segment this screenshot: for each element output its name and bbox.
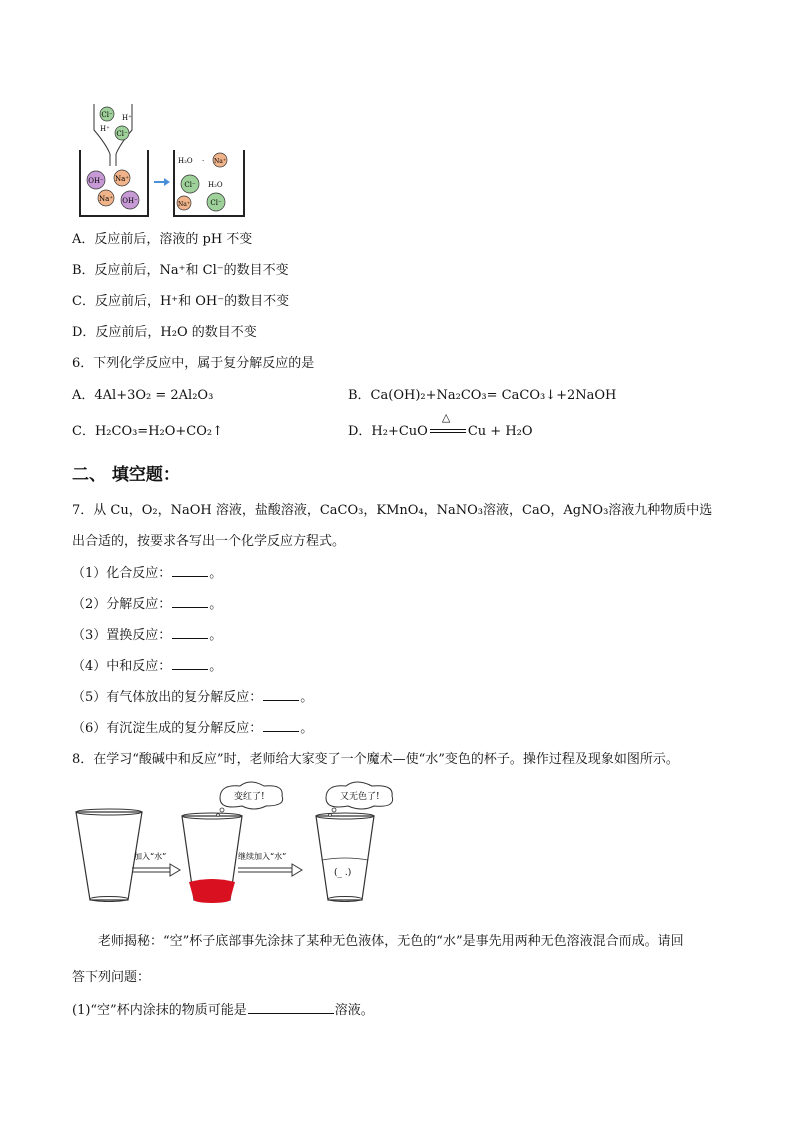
beaker2-ion-cl-1 — [181, 175, 199, 193]
funnel-ion-2: H⁺ — [122, 114, 132, 122]
svg-text:Na⁺: Na⁺ — [178, 201, 190, 208]
beaker1-ion-2 — [114, 170, 130, 186]
answer-blank[interactable] — [172, 564, 208, 577]
funnel-ion-3: H⁺ — [100, 125, 110, 133]
beaker2-ion-na-1 — [213, 153, 227, 167]
q7-item-2: （2）分解反应： 。 — [72, 597, 223, 612]
arrow2-label: 继续加入“水” — [238, 852, 287, 861]
q6-option-d-right: Cu + H₂O — [467, 424, 533, 439]
answer-blank[interactable] — [172, 657, 208, 670]
beaker2-ion-na-2 — [177, 196, 191, 210]
funnel-ion-1 — [100, 107, 114, 121]
beaker2-ion-cl-2 — [207, 193, 225, 211]
q5-option-d: D．反应前后，H₂O 的数目不变 — [72, 325, 257, 340]
q7-item-3: （3）置换反应： 。 — [72, 628, 223, 643]
q8-stem: 8．在学习“酸碱中和反应”时，老师给大家变了一个魔术—使“水”变色的杯子。操作过程及现象如图所示。 — [72, 752, 679, 767]
q6-option-d — [348, 411, 533, 439]
q6-option-c: C．H₂CO₃=H₂O+CO₂↑ — [72, 424, 224, 439]
q5-option-c: C．反应前后，H⁺和 OH⁻的数目不变 — [72, 294, 290, 309]
q7-item-5: （5）有气体放出的复分解反应： 。 — [72, 690, 314, 705]
arrow1-label: 加入“水” — [134, 852, 167, 861]
answer-blank[interactable] — [172, 595, 208, 608]
svg-text:Na⁺: Na⁺ — [214, 158, 226, 165]
funnel-ion-4 — [115, 126, 129, 140]
answer-blank[interactable] — [172, 626, 208, 639]
q7-item-1: （1）化合反应： 。 — [72, 566, 223, 581]
q5-option-b: B．反应前后，Na⁺和 Cl⁻的数目不变 — [72, 263, 289, 278]
svg-text:OH⁻: OH⁻ — [122, 197, 138, 205]
q7-stem-1: 7．从 Cu，O₂，NaOH 溶液，盐酸溶液，CaCO₃，KMnO₄，NaNO₃溶液，CaO，AgNO₃溶液九种物质中选 — [72, 503, 713, 518]
heat-equals — [430, 411, 466, 435]
svg-text:Cl⁻: Cl⁻ — [116, 130, 128, 138]
q7-stem-2: 出合适的，按要求各写出一个化学反应方程式。 — [72, 534, 346, 549]
beaker1-ion-3 — [98, 190, 114, 206]
q6-option-a: A．4Al+3O₂ = 2Al₂O₃ — [72, 388, 214, 403]
ion-diagram — [76, 100, 256, 220]
q8-para-2: 答下列问题： — [72, 970, 151, 985]
beaker2-label-water-2: H₂O — [208, 181, 223, 189]
cup3-face: (_ .) — [334, 868, 352, 878]
svg-text:OH⁻: OH⁻ — [88, 177, 104, 185]
cup-magic-diagram — [72, 780, 412, 912]
bubble1-text: 变红了! — [234, 792, 265, 802]
answer-blank[interactable] — [248, 1001, 334, 1014]
q8-sub1: (1)“空”杯内涂抹的物质可能是 溶液。 — [72, 1003, 374, 1018]
bubble2-text: 又无色了! — [340, 792, 380, 802]
svg-text:Na⁺: Na⁺ — [99, 195, 113, 203]
q8-para-1: 老师揭秘：“空”杯子底部事先涂抹了某种无色液体，无色的“水”是事先用两种无色溶液混合而成。请回 — [98, 934, 684, 949]
q6-option-d-left: D．H₂+CuO — [348, 424, 428, 439]
answer-blank[interactable] — [263, 688, 299, 701]
beaker1-ion-4 — [121, 191, 139, 209]
svg-text:Cl⁻: Cl⁻ — [210, 199, 222, 207]
q7-item-4: （4）中和反应： 。 — [72, 659, 223, 674]
beaker1-ion-1 — [87, 171, 105, 189]
beaker2-label-2: · — [202, 157, 205, 165]
svg-text:Cl⁻: Cl⁻ — [101, 111, 113, 119]
svg-text:Na⁺: Na⁺ — [115, 175, 129, 183]
beaker2-label-1: H₂O — [178, 157, 193, 165]
heat-symbol: △ — [441, 411, 451, 424]
q6-option-b: B．Ca(OH)₂+Na₂CO₃= CaCO₃↓+2NaOH — [348, 388, 617, 403]
q5-option-a: A．反应前后，溶液的 pH 不变 — [72, 232, 253, 247]
q7-item-6: （6）有沉淀生成的复分解反应： 。 — [72, 721, 314, 736]
answer-blank[interactable] — [263, 719, 299, 732]
q6-stem: 6．下列化学反应中，属于复分解反应的是 — [72, 356, 315, 371]
section-title: 二、 填空题： — [72, 465, 180, 485]
svg-text:Cl⁻: Cl⁻ — [184, 181, 196, 189]
